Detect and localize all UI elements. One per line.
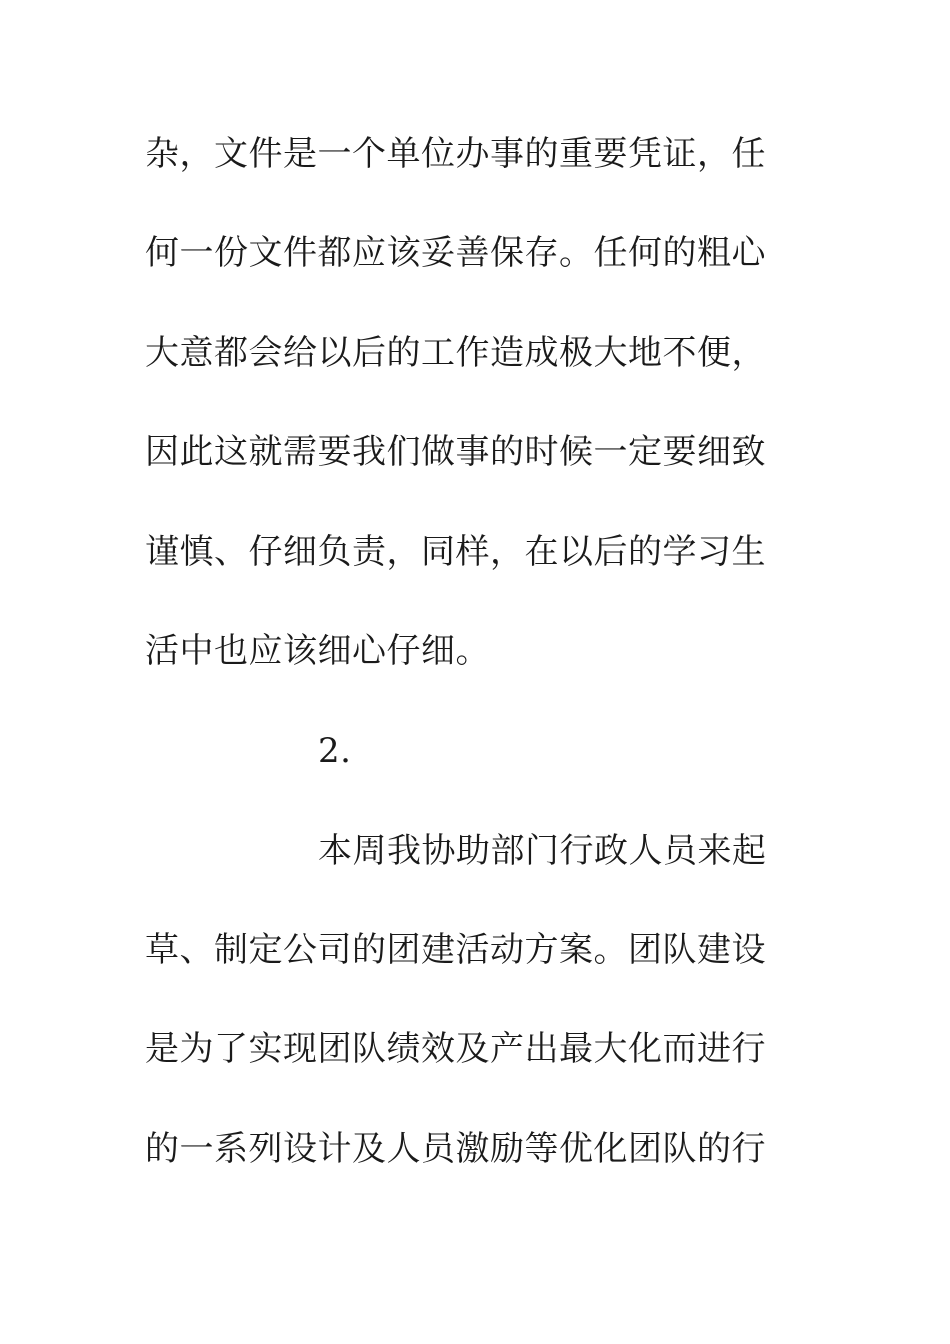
text-line: 草、制定公司的团建活动方案。团队建设 bbox=[145, 930, 766, 970]
text-line: 何一份文件都应该妥善保存。任何的粗心 bbox=[145, 233, 766, 273]
text-line: 杂，文件是一个单位办事的重要凭证，任 bbox=[145, 134, 766, 174]
text-line: 活中也应该细心仔细。 bbox=[145, 631, 490, 671]
text-line: 因此这就需要我们做事的时候一定要细致 bbox=[145, 432, 766, 472]
text-line: 本周我协助部门行政人员来起 bbox=[318, 831, 767, 871]
text-line: 大意都会给以后的工作造成极大地不便， bbox=[145, 333, 766, 373]
text-line: 的一系列设计及人员激励等优化团队的行 bbox=[145, 1129, 766, 1169]
text-line: 谨慎、仔细负责，同样，在以后的学习生 bbox=[145, 532, 766, 572]
text-line: 是为了实现团队绩效及产出最大化而进行 bbox=[145, 1029, 766, 1069]
section-number: 2. bbox=[318, 731, 352, 771]
